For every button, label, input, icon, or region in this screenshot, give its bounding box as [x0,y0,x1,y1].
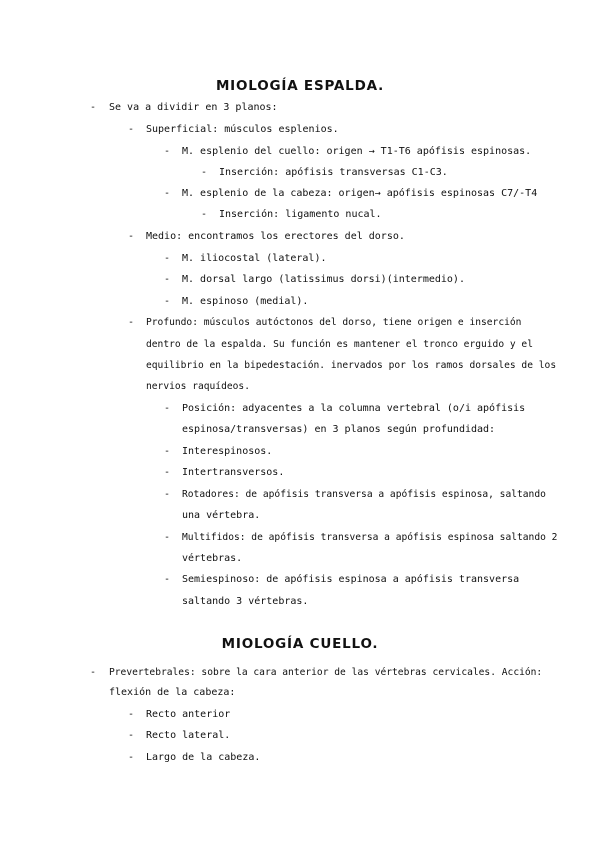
bullet-dash: - [128,752,135,763]
list-item-line: equilibrio en la bipedestación. inervados por los ramos dorsales de los [146,360,557,371]
bullet-dash: - [128,231,135,242]
list-item: Largo de la cabeza. [146,752,261,763]
section-title-espalda: MIOLOGÍA ESPALDA. [215,78,385,94]
bullet-dash: - [90,667,97,678]
list-item: Medio: encontramos los erectores del dorso. [146,231,405,242]
list-item: M. iliocostal (lateral). [182,253,327,264]
section-title-cuello: MIOLOGÍA CUELLO. [221,636,379,652]
bullet-dash: - [128,124,135,135]
list-item: Se va a dividir en 3 planos: [109,102,278,113]
list-item-line: dentro de la espalda. Su función es mantener el tronco erguido y el [146,339,533,350]
list-item-line: Profundo: músculos autóctonos del dorso, tiene origen e inserción [146,317,522,328]
bullet-dash: - [164,489,171,500]
list-item-line: Rotadores: de apófisis transversa a apófisis espinosa, saltando [182,489,546,500]
list-item-line: vértebras. [182,553,243,564]
bullet-dash: - [90,102,97,113]
list-item: Inserción: apófisis transversas C1-C3. [219,167,448,178]
bullet-dash: - [164,274,171,285]
list-item-line: nervios raquídeos. [146,381,250,392]
bullet-dash: - [201,167,208,178]
list-item: Interespinosos. [182,446,273,457]
bullet-dash: - [128,730,135,741]
bullet-dash: - [164,532,171,543]
list-item: M. dorsal largo (latissimus dorsi)(intermedio). [182,274,465,285]
list-item: Inserción: ligamento nucal. [219,209,382,220]
list-item: Intertransversos. [182,467,285,478]
bullet-dash: - [128,709,135,720]
list-item-line: espinosa/transversas) en 3 planos según profundidad: [182,424,496,435]
bullet-dash: - [164,253,171,264]
bullet-dash: - [164,467,171,478]
list-item: M. esplenio del cuello: origen → T1-T6 apófisis espinosas. [182,146,532,157]
bullet-dash: - [164,574,171,585]
bullet-dash: - [164,403,171,414]
list-item-line: Semiespinoso: de apófisis espinosa a apófisis transversa [182,574,520,585]
bullet-dash: - [128,317,135,328]
bullet-dash: - [164,146,171,157]
list-item: Superficial: músculos esplenios. [146,124,339,135]
bullet-dash: - [164,296,171,307]
list-item: Recto anterior [146,709,231,720]
list-item: M. esplenio de la cabeza: origen→ apófisis espinosas C7/-T4 [182,188,538,199]
list-item-line: Posición: adyacentes a la columna vertebral (o/i apófisis [182,403,526,414]
list-item-line: Multifidos: de apófisis transversa a apófisis espinosa saltando 2 [182,532,558,543]
list-item-line: una vértebra. [182,510,261,521]
bullet-dash: - [201,209,208,220]
list-item-line: Prevertebrales: sobre la cara anterior de las vértebras cervicales. Acción: [109,667,543,678]
list-item-line: saltando 3 vértebras. [182,596,309,607]
list-item: Recto lateral. [146,730,231,741]
list-item: M. espinoso (medial). [182,296,309,307]
list-item-line: flexión de la cabeza: [109,687,236,698]
bullet-dash: - [164,188,171,199]
bullet-dash: - [164,446,171,457]
